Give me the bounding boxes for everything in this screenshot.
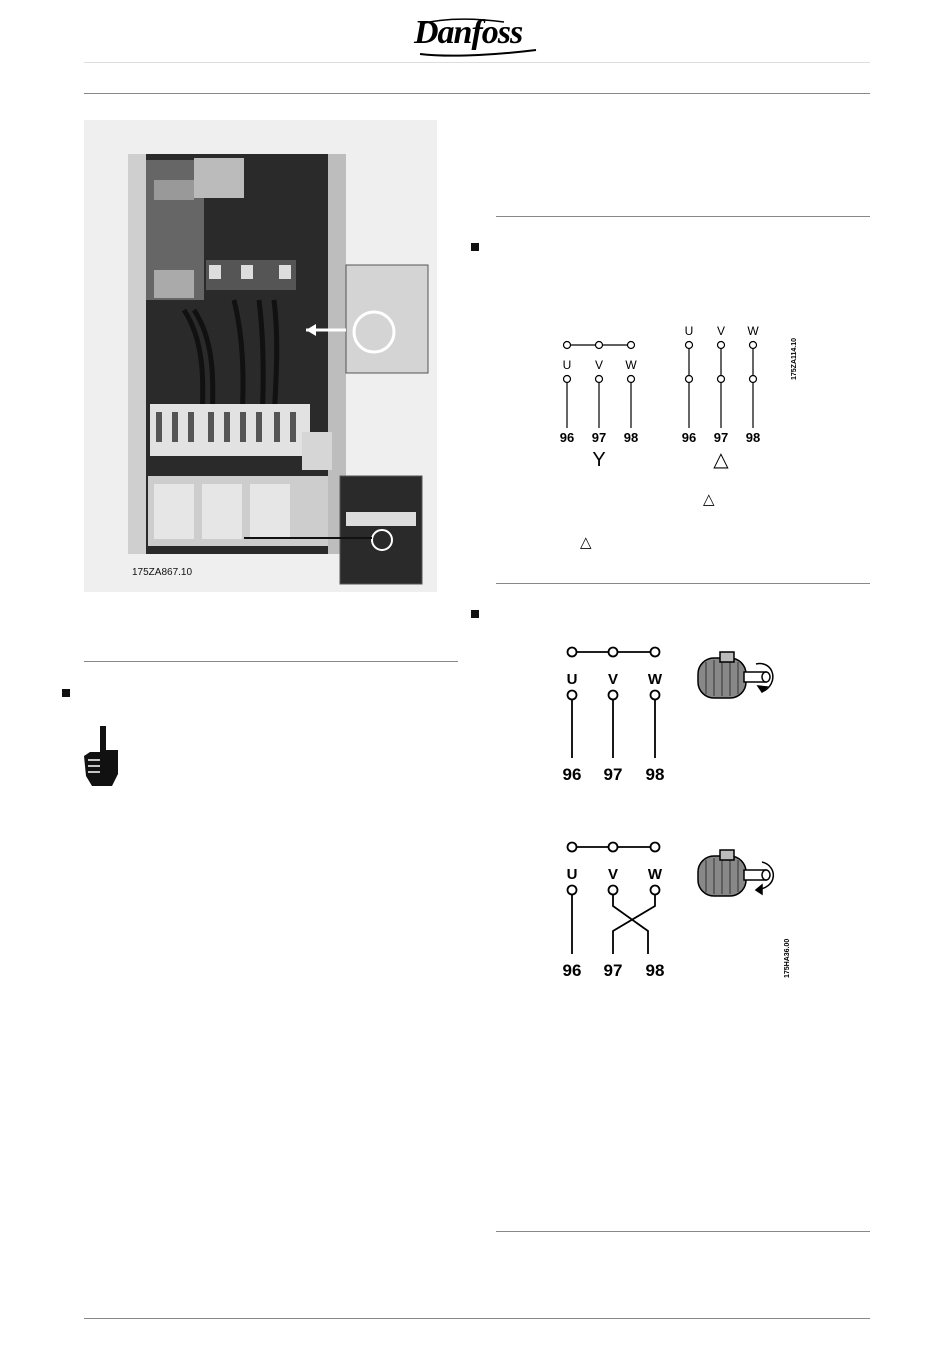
star-symbol: Y [592,449,606,471]
left-section-rule [84,661,458,662]
danfoss-logo [414,14,538,60]
rotation-bottom-terminal-w: W [647,866,663,883]
star-terminal-u: U [562,358,572,372]
star-terminal-98: 98 [623,430,639,445]
star-terminal-w: W [625,358,637,372]
logo-text: Danfoss [414,14,523,51]
rotation-top-terminal-w: W [647,671,663,688]
rotation-figure-code: 175HA36.00 [784,938,791,978]
rotation-top-terminal-96: 96 [562,765,582,784]
rotation-bottom-terminal-98: 98 [645,961,665,980]
section-bullet [471,610,479,618]
star-terminal-v: V [594,358,604,372]
delta-terminal-96: 96 [681,430,697,445]
photo-label: 175ZA867.10 [132,567,193,578]
rotation-top-terminal-97: 97 [603,765,623,784]
inline-delta-symbol: △ [703,491,715,508]
wiring-figure-code: 175ZA114.10 [791,337,798,380]
header-rule-light [84,62,870,63]
rotation-bottom-terminal-96: 96 [562,961,582,980]
drive-interior-photo [84,120,437,592]
star-terminal-96: 96 [559,430,575,445]
right-section-rule-2 [496,583,870,584]
right-section-rule-3 [496,1231,870,1232]
header-rule [84,93,870,94]
rotation-bottom-terminal-u: U [566,866,578,883]
section-bullet [62,689,70,697]
footer-rule [84,1318,870,1319]
rotation-top-terminal-u: U [566,671,578,688]
motor-clockwise-icon [698,652,773,698]
inline-delta-symbol: △ [580,534,592,551]
right-section-rule-1 [496,216,870,217]
delta-terminal-u: U [684,324,694,338]
drive-interior-image [84,120,437,592]
star-delta-wiring-figure [555,318,795,478]
delta-terminal-97: 97 [713,430,729,445]
rotation-top-terminal-98: 98 [645,765,665,784]
delta-terminal-w: W [747,324,759,338]
rotation-bottom-terminal-v: V [607,866,619,883]
section-bullet [471,243,479,251]
motor-rotation-figure [548,636,788,986]
rotation-bottom-terminal-97: 97 [603,961,623,980]
motor-counterclockwise-icon [698,850,773,896]
delta-terminal-v: V [716,324,726,338]
delta-terminal-98: 98 [745,430,761,445]
rotation-top-terminal-v: V [607,671,619,688]
pointing-hand-icon [78,724,124,788]
delta-symbol: △ [713,449,729,471]
star-terminal-97: 97 [591,430,607,445]
